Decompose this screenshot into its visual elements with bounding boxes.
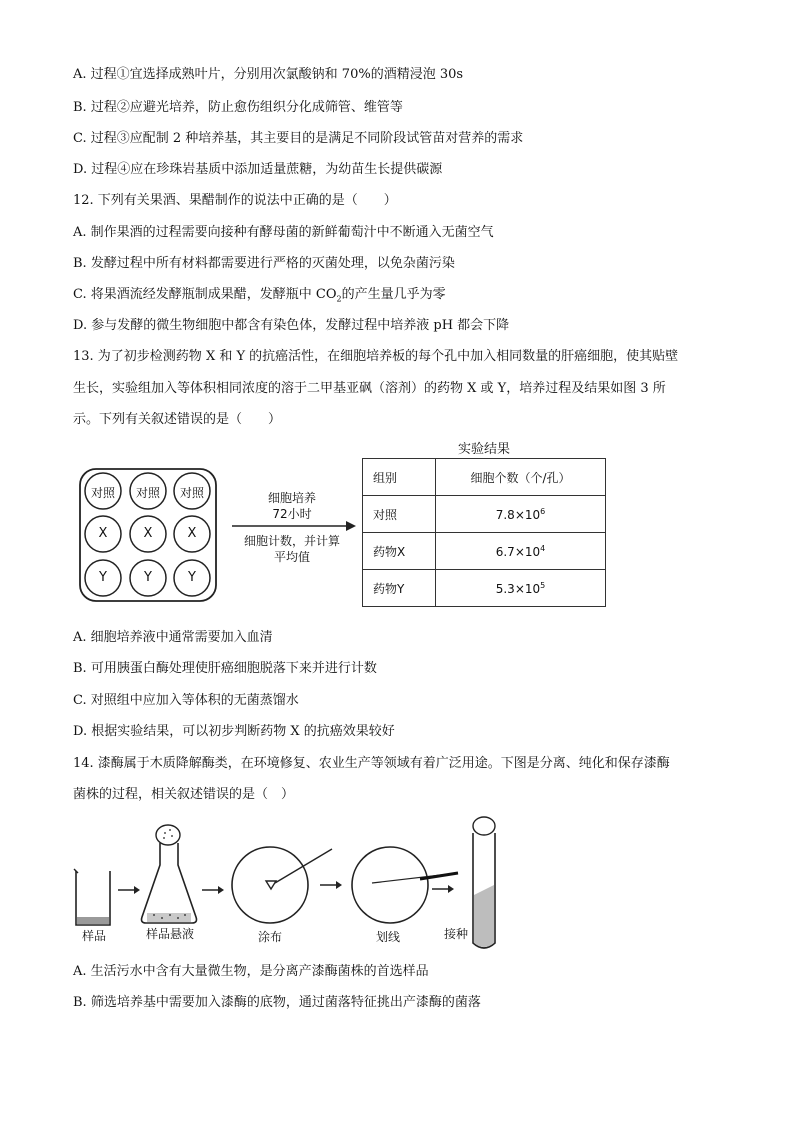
q13-stem-line-1: 13. 为了初步检测药物 X 和 Y 的抗癌活性，在细胞培养板的每个孔中加入相同数量的肝癌细胞，使其贴壁 [73, 349, 679, 364]
flask-icon [142, 825, 197, 923]
q11-option-b: B. 过程②应避光培养，防止愈伤组织分化成筛管、维管等 [73, 100, 403, 115]
well-label: 对照 [135, 486, 160, 500]
arrow-icon [320, 881, 342, 889]
q11-option-d: D. 过程④应在珍珠岩基质中添加适量蔗糖，为幼苗生长提供碳源 [73, 162, 443, 177]
table-row [363, 496, 606, 533]
q11-option-a: A. 过程①宜选择成熟叶片，分别用次氯酸钠和 70%的酒精浸泡 30s [73, 67, 464, 82]
table-cell-group: 药物X [363, 533, 436, 570]
petri-dish-streak-icon [352, 847, 458, 923]
q14-option-a: A. 生活污水中含有大量微生物，是分离产漆酶菌株的首选样品 [73, 964, 429, 979]
arrow-top-label: 细胞培养 72小时 [267, 491, 316, 521]
table-cell-count: $5.3\times 10^5$ [436, 570, 606, 607]
arrow-icon [202, 886, 224, 894]
table-header-cell: 组别 [363, 459, 436, 496]
label-spreading: 涂布 [257, 930, 282, 944]
well-label: Y [99, 570, 107, 585]
well-label: Y [144, 570, 152, 585]
arrow-bottom-label: 细胞计数，并计算 平均值 [243, 534, 340, 564]
q12-option-d: D. 参与发酵的微生物细胞中都含有染色体，发酵过程中培养液 pH 都会下降 [73, 318, 510, 333]
q12-option-a: A. 制作果酒的过程需要向接种有酵母菌的新鲜葡萄汁中不断通入无菌空气 [73, 225, 494, 240]
arrow-icon [118, 886, 140, 894]
result-table [362, 458, 606, 607]
table-header-row [363, 459, 606, 496]
q13-stem-line-3: 示。下列有关叙述错误的是（ ） [73, 412, 282, 427]
test-tube-icon [473, 817, 495, 948]
q14-stem-line-1: 14. 漆酶属于木质降解酶类，在环境修复、农业生产等领域有着广泛用途。下图是分离、纯化和保存漆酶 [73, 756, 670, 771]
q13-option-b: B. 可用胰蛋白酶处理使肝癌细胞脱落下来并进行计数 [73, 661, 377, 676]
well-label: 对照 [90, 486, 115, 500]
table-cell-group: 药物Y [363, 570, 436, 607]
table-row [363, 533, 606, 570]
label-streaking: 划线 [375, 930, 400, 944]
q13-option-d: D. 根据实验结果，可以初步判断药物 X 的抗癌效果较好 [73, 724, 395, 739]
table-row [363, 570, 606, 607]
well-label: 对照 [179, 486, 204, 500]
q13-stem-line-2: 生长，实验组加入等体积相同浓度的溶于二甲基亚砜（溶剂）的药物 X 或 Y，培养过程及结果如图 3 所 [73, 381, 666, 396]
table-header-cell: 细胞个数（个/孔） [436, 459, 606, 496]
table-cell-count: $7.8\times 10^6$ [436, 496, 606, 533]
q12-option-b: B. 发酵过程中所有材料都需要进行严格的灭菌处理，以免杂菌污染 [73, 256, 455, 271]
process-arrow [232, 520, 356, 532]
q13-option-a: A. 细胞培养液中通常需要加入血清 [73, 630, 273, 645]
q13-option-c: C. 对照组中应加入等体积的无菌蒸馏水 [73, 693, 299, 708]
well-label: X [143, 526, 153, 541]
q12-option-c: C. 将果酒流经发酵瓶制成果醋，发酵瓶中 $CO_2$的产生量几乎为零 [73, 287, 446, 304]
well-label: X [187, 526, 197, 541]
table-cell-group: 对照 [363, 496, 436, 533]
label-inoculation: 接种 [443, 927, 468, 941]
label-sample: 样品 [81, 929, 106, 943]
result-title: 实验结果 [457, 442, 510, 457]
label-sample-suspension: 样品悬液 [145, 927, 194, 941]
well-label: X [98, 526, 108, 541]
q11-option-c: C. 过程③应配制 2 种培养基，其主要目的是满足不同阶段试管苗对营养的需求 [73, 131, 524, 146]
petri-dish-spread-icon [232, 847, 332, 923]
q14-option-b: B. 筛选培养基中需要加入漆酶的底物，通过菌落特征挑出产漆酶的菌落 [73, 995, 481, 1010]
culture-plate-figure [78, 467, 218, 603]
q14-stem-line-2: 菌株的过程，相关叙述错误的是（ ） [73, 787, 295, 802]
table-cell-count: $6.7\times 10^4$ [436, 533, 606, 570]
arrow-icon [432, 885, 454, 893]
q12-stem: 12. 下列有关果酒、果醋制作的说法中正确的是（ ） [73, 193, 397, 208]
beaker-icon [74, 869, 110, 925]
well-label: Y [188, 570, 196, 585]
